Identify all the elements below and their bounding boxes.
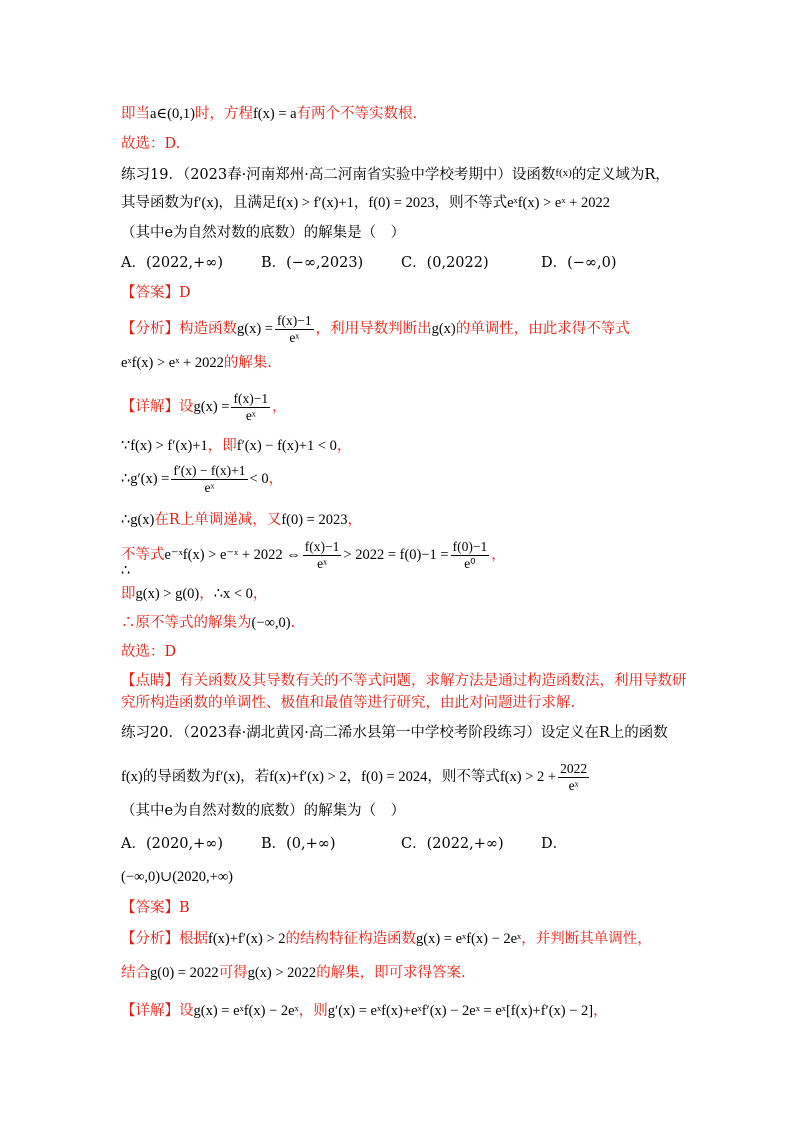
text: ∴原不等式的解集为 bbox=[121, 615, 252, 631]
q19-condition bbox=[121, 192, 681, 214]
math: a∈(0,1) bbox=[150, 106, 195, 122]
numerator: f(x)−1 bbox=[233, 390, 269, 406]
text: 的导函数为 bbox=[142, 769, 216, 785]
option-d: D． bbox=[541, 836, 568, 852]
text: ， bbox=[347, 512, 362, 528]
math: eˣf(x) > eˣ + 2022 bbox=[121, 355, 224, 371]
text: ，若 bbox=[240, 769, 270, 785]
denominator: eˣ bbox=[317, 555, 328, 571]
text: 【详解】设 bbox=[121, 399, 194, 415]
text: 的结构特征构造函数 bbox=[285, 931, 416, 947]
math: g(x) = bbox=[193, 399, 230, 415]
math: g(x) = eˣf(x) − 2eˣ bbox=[416, 931, 522, 947]
math: f(0) = 2023 bbox=[281, 512, 348, 528]
math: < 0 bbox=[249, 471, 269, 487]
q19-analysis bbox=[121, 312, 681, 346]
fraction bbox=[275, 313, 314, 346]
text: ， bbox=[353, 195, 369, 211]
text: ， bbox=[593, 1003, 608, 1019]
q19-note: （其中e为自然对数的底数）的解集是（ ） bbox=[121, 225, 406, 241]
math: g′(x) = eˣf(x)+eˣf′(x) − 2eˣ = eˣ[f(x)+f′(x) − 2] bbox=[327, 1003, 594, 1019]
text: 的单调性，由此求得不等式 bbox=[455, 321, 630, 337]
q19-step-2 bbox=[121, 462, 681, 496]
math: ∵f(x) > f′(x)+1 bbox=[121, 438, 208, 454]
math: f′(x) bbox=[193, 195, 219, 211]
option-c: C．(2022,+∞) bbox=[401, 836, 504, 852]
q20-option-d-value: (−∞,0)∪(2020,+∞) bbox=[121, 869, 233, 885]
text: 【分析】构造函数 bbox=[121, 321, 237, 337]
option-d: D．(−∞,0) bbox=[541, 255, 617, 271]
text: 的解集，即可求得答案. bbox=[316, 965, 466, 981]
text: 时，方程 bbox=[194, 106, 253, 122]
math: f′(x) bbox=[215, 769, 241, 785]
option-b: B．(−∞,2023) bbox=[261, 255, 364, 271]
numerator: f(0)−1 bbox=[452, 538, 488, 554]
q19-detail bbox=[121, 390, 681, 424]
text: ， bbox=[268, 471, 284, 487]
q20-answer: 【答案】B bbox=[121, 900, 190, 916]
text: 可得 bbox=[218, 965, 248, 981]
q19-choose: 故选：D bbox=[121, 644, 177, 660]
q19-step-3 bbox=[121, 509, 681, 531]
math: g(x) > 2022 bbox=[247, 965, 317, 981]
q19-step-1 bbox=[121, 435, 681, 457]
text: ，即 bbox=[207, 438, 237, 454]
text: ， bbox=[336, 438, 352, 454]
math: f(0) = 2024 bbox=[361, 769, 428, 785]
q19-step-6 bbox=[121, 612, 681, 634]
denominator: eˣ bbox=[568, 777, 579, 793]
denominator: eˣ bbox=[289, 329, 300, 345]
q19-analysis-2 bbox=[121, 352, 681, 374]
numerator: 2022 bbox=[560, 760, 588, 776]
therefore-sign: ∴ bbox=[121, 563, 131, 579]
text: 即当 bbox=[121, 106, 150, 122]
math: g(x) > g(0) bbox=[135, 586, 200, 602]
numerator: f(x)−1 bbox=[304, 538, 340, 554]
option-a: A．(2020,+∞) bbox=[121, 836, 224, 852]
text: 【详解】设 bbox=[121, 1003, 194, 1019]
solution-line-1 bbox=[121, 103, 681, 125]
math: f(x)+f′(x) > 2 bbox=[269, 769, 347, 785]
math: ∴x < 0 bbox=[213, 586, 253, 602]
text: 在R上单调递减，又 bbox=[154, 512, 282, 528]
q19-comment-2: 究所构造函数的单调性、极值和最值等进行研究，由此对问题进行求解. bbox=[121, 695, 576, 711]
text: ，则 bbox=[298, 1003, 328, 1019]
denominator: eˣ bbox=[245, 407, 256, 423]
math: ∴g′(x) = bbox=[121, 471, 170, 487]
math: f(x) > 2 + bbox=[499, 769, 557, 785]
text: 即 bbox=[121, 586, 136, 602]
q20-analysis bbox=[121, 928, 681, 950]
math: g(x) = bbox=[237, 321, 273, 337]
numerator: f′(x) − f(x)+1 bbox=[173, 462, 246, 478]
text: 有两个不等实数根. bbox=[296, 106, 418, 122]
text: ，利用导数判断出 bbox=[315, 321, 432, 337]
math: f′(x) − f(x)+1 < 0 bbox=[236, 438, 337, 454]
math: g(0) = 2022 bbox=[150, 965, 219, 981]
option-a: A．(2022,+∞) bbox=[121, 255, 224, 271]
option-b: B．(0,+∞) bbox=[261, 836, 336, 852]
math: f(x) bbox=[555, 167, 572, 179]
q19-step-5 bbox=[121, 583, 681, 605]
text: 不等式 bbox=[121, 547, 165, 563]
math: (−∞,0) bbox=[251, 615, 291, 631]
math: > 2022 = f(0)−1 = bbox=[343, 547, 449, 563]
q20-note: （其中e为自然对数的底数）的解集为（ ） bbox=[121, 803, 406, 819]
text: ， bbox=[346, 769, 362, 785]
numerator: f(x)−1 bbox=[276, 312, 312, 328]
q20-analysis-2 bbox=[121, 962, 681, 984]
text: 的解集. bbox=[223, 355, 272, 371]
text: 的定义域为R， bbox=[571, 167, 670, 183]
math: eˣf(x) > eˣ + 2022 bbox=[507, 195, 610, 211]
text: ，并判断其单调性， bbox=[521, 931, 652, 947]
q20-condition bbox=[121, 760, 681, 794]
q20-detail bbox=[121, 1000, 681, 1022]
text: 练习19．（2023春·河南郑州·高二河南省实验中学校考期中）设函数 bbox=[121, 167, 556, 183]
text: ，则不等式 bbox=[434, 195, 508, 211]
text: . bbox=[290, 615, 296, 631]
denominator: eˣ bbox=[204, 479, 215, 495]
q19-title bbox=[121, 162, 681, 186]
math: f(x) bbox=[121, 769, 143, 785]
text: ， bbox=[252, 586, 268, 602]
option-c: C．(0,2022) bbox=[401, 255, 489, 271]
q19-comment-1: 【点睛】有关函数及其导数有关的不等式问题，求解方法是通过构造函数法，利用导数研 bbox=[121, 673, 687, 689]
q20-options bbox=[121, 833, 681, 855]
math: g(x) = eˣf(x) − 2eˣ bbox=[193, 1003, 299, 1019]
text: ， bbox=[199, 586, 214, 602]
q20-title: 练习20．（2023春·湖北黄冈·高二浠水县第一中学校考阶段练习）设定义在R上的函数 bbox=[121, 725, 668, 741]
math: g(x) bbox=[431, 321, 456, 337]
denominator: e⁰ bbox=[464, 555, 476, 571]
math: f(0) = 2023 bbox=[368, 195, 435, 211]
text: 结合 bbox=[121, 965, 150, 981]
math: e⁻ˣf(x) > e⁻ˣ + 2022 ⇔ bbox=[164, 547, 301, 563]
text: ， bbox=[491, 547, 506, 563]
fraction bbox=[231, 391, 270, 424]
choice-line: 故选：D. bbox=[121, 136, 181, 152]
math: f(x) > f′(x)+1 bbox=[276, 195, 354, 211]
text: ， bbox=[272, 399, 287, 415]
text: 其导函数为 bbox=[121, 195, 194, 211]
fraction bbox=[171, 463, 247, 496]
text: ，且满足 bbox=[218, 195, 277, 211]
math: f(x)+f′(x) > 2 bbox=[208, 931, 286, 947]
math: f(x) = a bbox=[252, 106, 297, 122]
math: ∴g(x) bbox=[121, 512, 155, 528]
text: 【分析】根据 bbox=[121, 931, 208, 947]
q19-options bbox=[121, 252, 681, 274]
fraction bbox=[558, 761, 589, 794]
text: ，则不等式 bbox=[427, 769, 500, 785]
q19-answer: 【答案】D bbox=[121, 285, 191, 301]
